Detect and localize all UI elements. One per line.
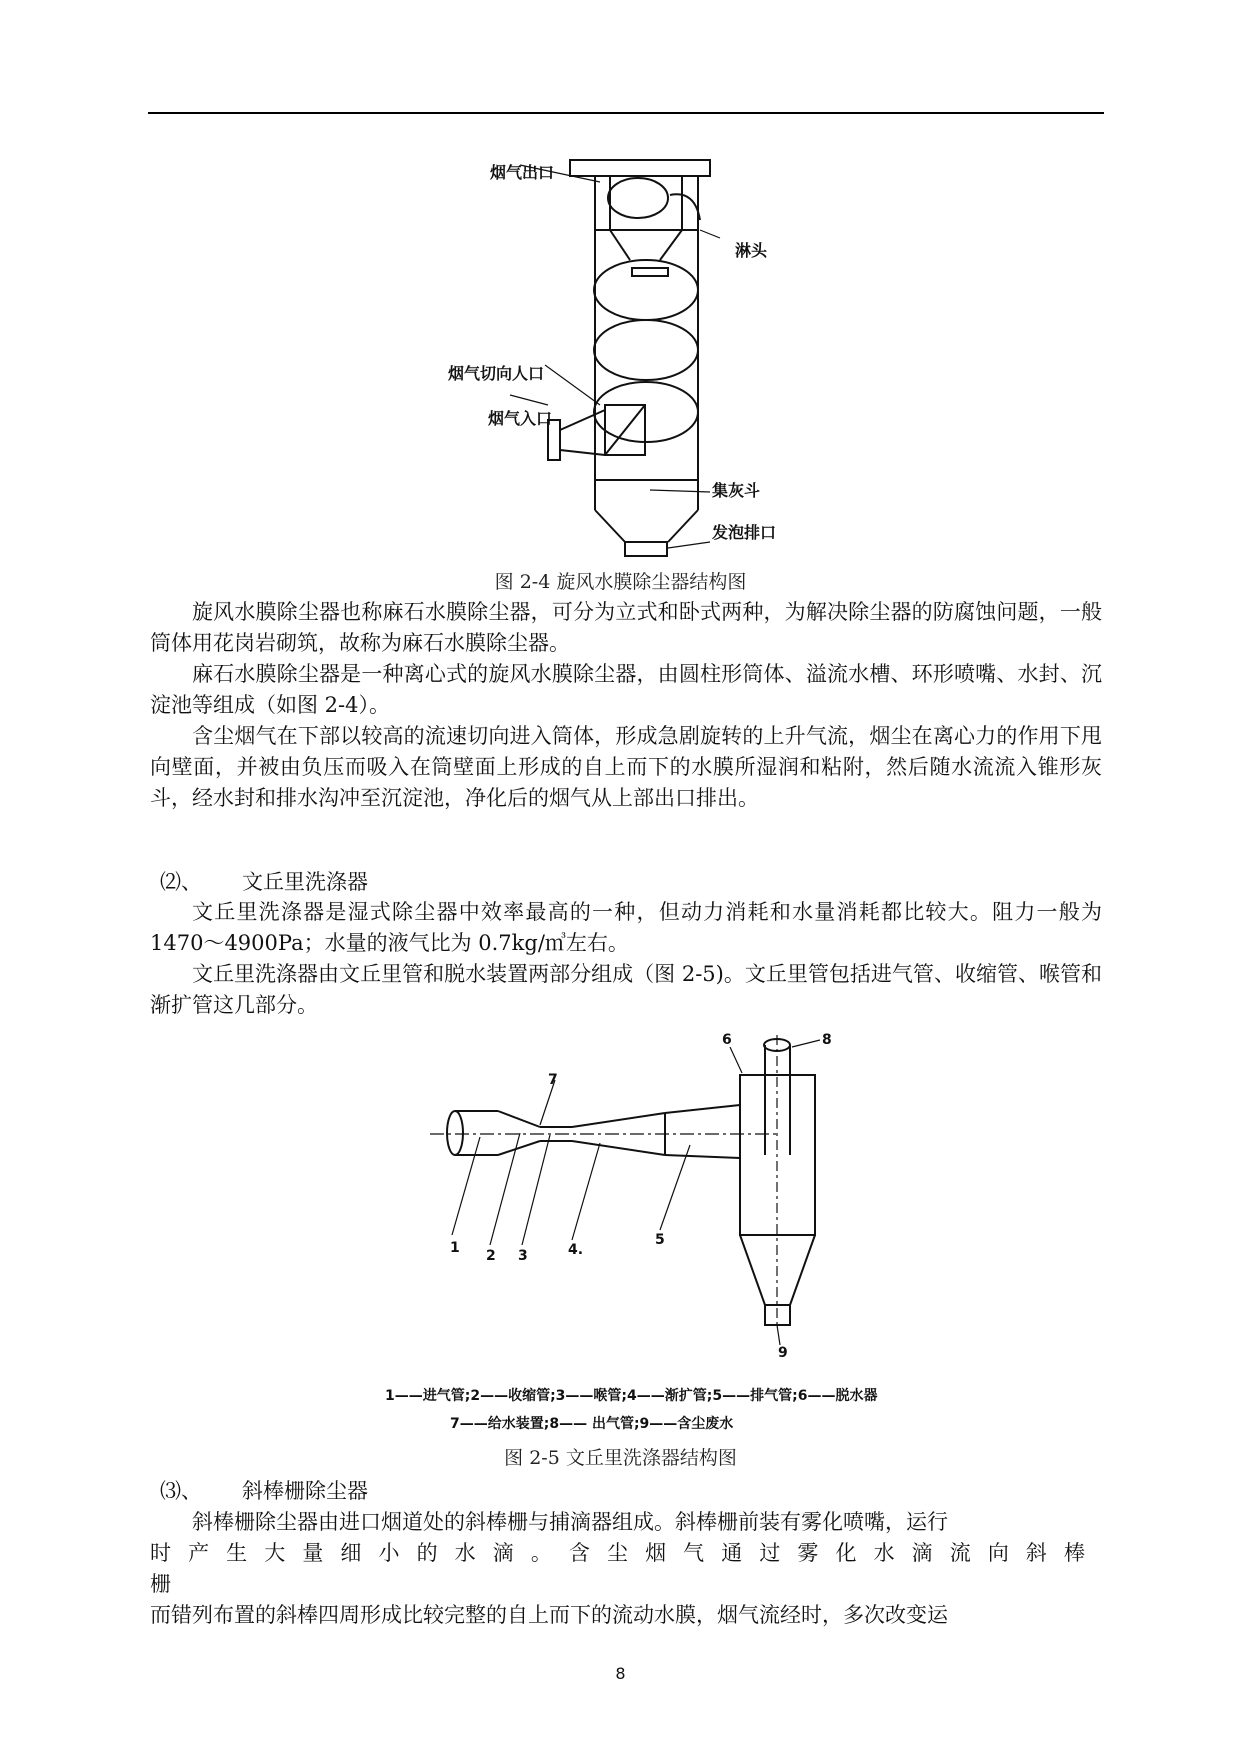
section-title: 文丘里洗涤器 bbox=[242, 870, 368, 894]
paragraph-line: 时产生大量细小的水滴。含尘烟气通过雾化水滴流向斜棒栅 bbox=[150, 1541, 1102, 1596]
label-gas-outlet: 烟气出口 bbox=[490, 163, 555, 182]
label-spray-head: 淋头 bbox=[735, 241, 768, 260]
section-number: ⑵、 bbox=[160, 870, 202, 894]
section-heading-3 bbox=[160, 1475, 368, 1505]
section-heading-2 bbox=[160, 866, 368, 896]
figure-legend-line-1: 1——进气管;2——收缩管;3——喉管;4——渐扩管;5——排气管;6——脱水器 bbox=[385, 1388, 878, 1404]
venturi-scrubber-diagram bbox=[360, 1025, 880, 1385]
label-drain: 发泡排口 bbox=[712, 523, 777, 542]
figure-number-8: 8 bbox=[822, 1032, 832, 1048]
paragraph: 含尘烟气在下部以较高的流速切向进入筒体，形成急剧旋转的上升气流，烟尘在离心力的作用下甩向壁面，并被由负压而吸入在筒壁面上形成的自上而下的水膜所湿润和粘附，然后随水流流入锥形灰斗，经水封和排水沟冲至沉淀池，净化后的烟气从上部出口排出。 bbox=[150, 724, 1102, 810]
label-gas-inlet: 烟气入口 bbox=[488, 409, 553, 428]
body-text-3 bbox=[150, 1507, 1102, 1631]
figure-number-5: 5 bbox=[655, 1232, 665, 1248]
section-number: ⑶、 bbox=[160, 1479, 202, 1503]
paragraph: 麻石水膜除尘器是一种离心式的旋风水膜除尘器，由圆柱形筒体、溢流水槽、环形喷嘴、水封、沉淀池等组成（如图 2-4）。 bbox=[150, 662, 1102, 717]
page-number: 8 bbox=[615, 1664, 626, 1683]
label-ash-hopper: 集灰斗 bbox=[712, 481, 761, 500]
figure-number-9: 9 bbox=[778, 1345, 788, 1361]
paragraph: 旋风水膜除尘器也称麻石水膜除尘器，可分为立式和卧式两种，为解决除尘器的防腐蚀问题，一般筒体用花岗岩砌筑，故称为麻石水膜除尘器。 bbox=[150, 600, 1102, 655]
paragraph-line: 斜棒栅除尘器由进口烟道处的斜棒栅与捕滴器组成。斜棒栅前装有雾化喷嘴，运行 bbox=[192, 1510, 948, 1534]
header-rule bbox=[148, 112, 1104, 114]
label-tangent-inlet: 烟气切向人口 bbox=[448, 364, 545, 383]
figure-number-2: 2 bbox=[486, 1248, 496, 1264]
figure-number-4: 4. bbox=[568, 1242, 584, 1258]
figure-caption-2-4: 图 2-4 旋风水膜除尘器结构图 bbox=[494, 571, 747, 593]
section-title: 斜棒栅除尘器 bbox=[242, 1479, 368, 1503]
figure-number-3: 3 bbox=[518, 1248, 528, 1264]
body-text-2 bbox=[150, 897, 1102, 1021]
paragraph: 文丘里洗涤器是湿式除尘器中效率最高的一种，但动力消耗和水量消耗都比较大。阻力一般为 1470～4900Pa；水量的液气比为 0.7kg/㎥左右。 bbox=[150, 900, 1102, 955]
figure-legend-line-2: 7——给水装置;8—— 出气管;9——含尘废水 bbox=[450, 1416, 734, 1432]
figure-caption-2-5: 图 2-5 文丘里洗涤器结构图 bbox=[504, 1447, 737, 1469]
figure-number-7: 7 bbox=[548, 1072, 558, 1088]
body-text-1 bbox=[150, 597, 1102, 814]
paragraph-line: 而错列布置的斜棒四周形成比较完整的自上而下的流动水膜，烟气流经时，多次改变运 bbox=[150, 1603, 948, 1627]
paragraph: 文丘里洗涤器由文丘里管和脱水装置两部分组成（图 2-5)。文丘里管包括进气管、收缩管、喉管和渐扩管这几部分。 bbox=[150, 962, 1102, 1017]
figure-number-6: 6 bbox=[722, 1032, 732, 1048]
figure-number-1: 1 bbox=[450, 1240, 460, 1256]
